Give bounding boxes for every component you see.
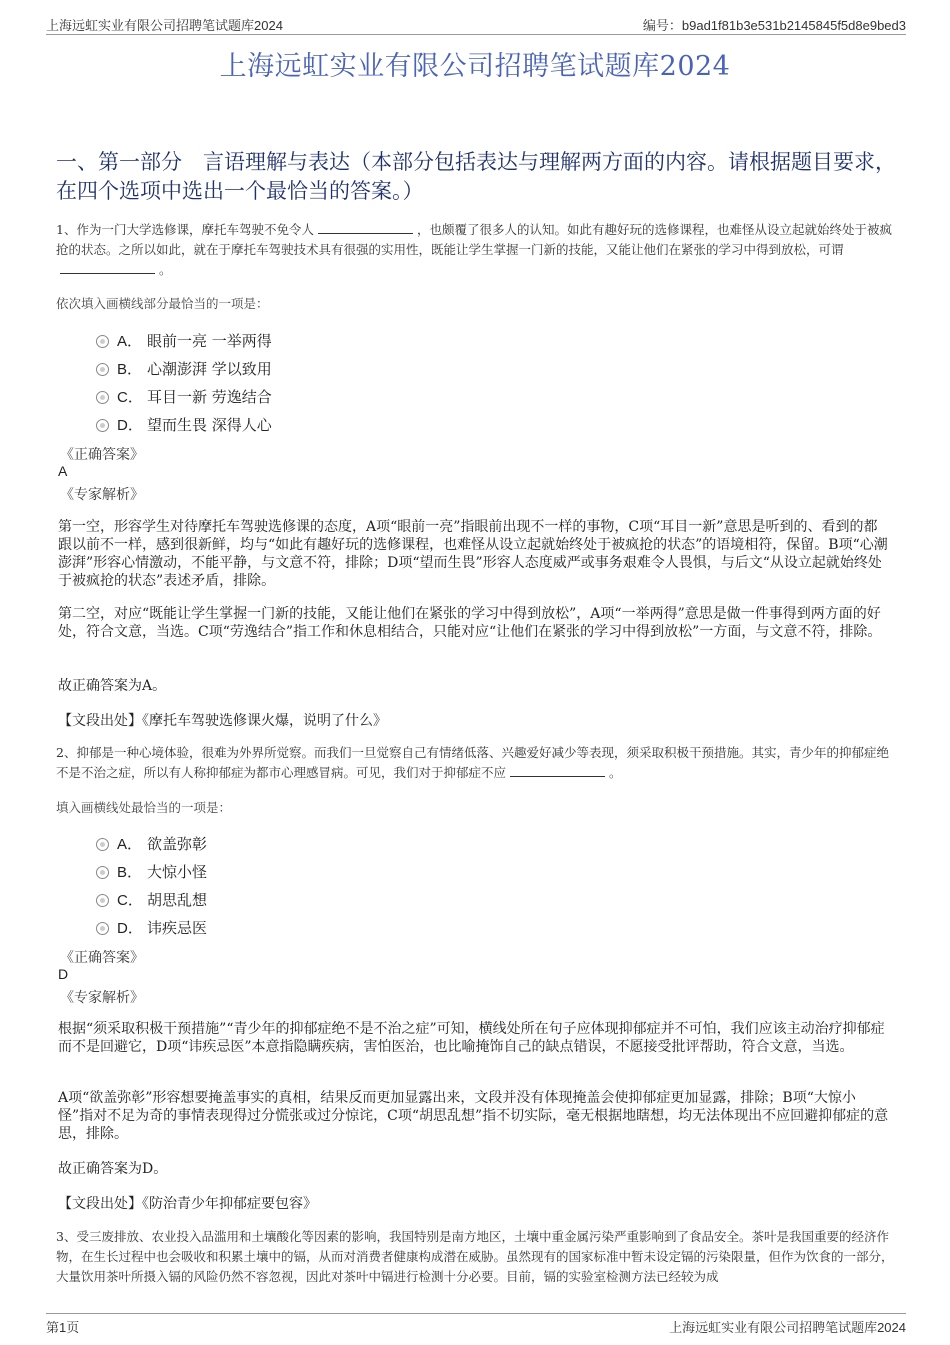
question-2-stem-part: 2、抑郁是一种心境体验，很难为外界所觉察。而我们一旦觉察自己有情绪低落、兴趣爱好减少等表现，须采取积极干预措施。其实，青少年的抑郁症绝不是不治之症，所以有人称抑郁症为都市心理感冒病。可见，我们对于抑郁症不应 [56, 745, 889, 780]
question-2-analysis-para-1: 根据“须采取积极干预措施”“青少年的抑郁症绝不是不治之症”可知，横线处所在句子应体现抑郁症并不可怕，我们应该主动治疗抑郁症而不是回避它，D项“讳疾忌医”本意指隐瞒疾病，害怕医治，也比喻掩饰自己的缺点错误，不愿接受批评帮助，符合文意，当选。 [58, 1021, 885, 1055]
option-key: C． [117, 389, 143, 406]
question-1-stem-part: 。 [159, 262, 172, 277]
question-1-answer: A [58, 463, 68, 479]
page-header [46, 12, 906, 35]
question-1-answer-label: 《正确答案》 [60, 447, 144, 463]
question-1-analysis-conclusion: 故正确答案为A。 [58, 678, 167, 694]
option-text: 大惊小怪 [147, 863, 208, 881]
question-2-instruction: 填入画横线处最恰当的一项是： [56, 800, 232, 815]
blank-line [510, 764, 605, 777]
radio-icon[interactable] [96, 866, 109, 879]
blank-line [60, 261, 155, 274]
option-text: 欲盖弥彰 [147, 835, 208, 853]
option-text: 眼前一亮 一举两得 [147, 332, 272, 350]
document-title: 上海远虹实业有限公司招聘笔试题库2024 [219, 51, 731, 82]
question-1-stem [56, 220, 896, 280]
question-2-answer-label: 《正确答案》 [60, 950, 144, 966]
page-number: 第1页 [46, 1320, 80, 1335]
section-heading: 一、第一部分 言语理解与表达（本部分包括表达与理解两方面的内容。请根据题目要求，在四个选项中选出一个最恰当的答案。） [56, 150, 896, 203]
question-2-option-a[interactable] [96, 833, 207, 855]
question-1-analysis-para-2: 第二空，对应“既能让学生掌握一门新的技能，又能让他们在紧张的学习中得到放松”，A项“一举两得”意思是做一件事得到两方面的好处，符合文意，当选。C项“劳逸结合”指工作和休息相结合，只能对应“让他们在紧张的学习中得到放松”一方面，与文意不符，排除。 [58, 606, 882, 640]
option-key: A． [117, 836, 143, 853]
radio-icon[interactable] [96, 335, 109, 348]
question-1-source: 【文段出处】《摩托车驾驶选修课火爆，说明了什么》 [58, 713, 387, 729]
question-1-instruction: 依次填入画横线部分最恰当的一项是： [56, 296, 269, 311]
header-doc-id: 编号：b9ad1f81b3e531b2145845f5d8e9bed3 [642, 18, 906, 33]
radio-icon[interactable] [96, 838, 109, 851]
question-2-option-b[interactable] [96, 861, 207, 883]
question-2-answer: D [58, 966, 69, 982]
question-2-analysis-label: 《专家解析》 [60, 990, 144, 1006]
question-2-option-d[interactable] [96, 917, 207, 939]
question-2-analysis-para-2: A项“欲盖弥彰”形容想要掩盖事实的真相，结果反而更加显露出来，文段并没有体现掩盖会使抑郁症更加显露，排除；B项“大惊小怪”指对不足为奇的事情表现得过分慌张或过分惊诧，C项“胡思乱想”指不切实际，毫无根据地瞎想，均无法体现出不应回避抑郁症的意思，排除。 [58, 1090, 889, 1142]
option-text: 心潮澎湃 学以致用 [147, 360, 272, 378]
radio-icon[interactable] [96, 363, 109, 376]
question-1-option-c[interactable] [96, 386, 272, 408]
radio-icon[interactable] [96, 894, 109, 907]
footer-doc-title: 上海远虹实业有限公司招聘笔试题库2024 [669, 1320, 906, 1335]
blank-line [318, 221, 413, 234]
question-3-stem: 3、受三废排放、农业投入品滥用和土壤酸化等因素的影响，我国特别是南方地区，土壤中重金属污染严重影响到了食品安全。茶叶是我国重要的经济作物，在生长过程中也会吸收和积累土壤中的镉，从而对消费者健康构成潜在威胁。虽然现有的国家标准中暂未设定镉的污染限量，但作为饮食的一部分，大量饮用茶叶所摄入镉的风险仍然不容忽视，因此对茶叶中镉进行检测十分必要。目前，镉的实验室检测方法已经较为成 [56, 1229, 894, 1284]
option-text: 望而生畏 深得人心 [147, 416, 272, 434]
question-1-stem-part: ，也颇覆了很多人的认知。如此有趣好玩的选修课程，也难怪从设立起就始终处于被疯抢的状态。之所以如此，就在于摩托车驾驶技术具有很强的实用性，既能让学生掌握一门新的技能，又能让他们在紧张的学习中得到放松，可谓 [56, 222, 892, 257]
question-1-analysis-para-1: 第一空，形容学生对待摩托车驾驶选修课的态度，A项“眼前一亮”指眼前出现不一样的事物，C项“耳目一新”意思是听到的、看到的都跟以前不一样，感到很新鲜，均与“如此有趣好玩的选修课程，也难怪从设立起就始终处于被疯抢的状态”的语境相符，保留。B项“心潮澎湃”形容心情激动，不能平静，与文意不符，排除；D项“望而生畏”形容人态度威严或事务艰难令人畏惧，与后文“从设立起就始终处于被疯抢的状态”表述矛盾，排除。 [58, 519, 888, 589]
option-key: D． [117, 920, 143, 937]
option-key: A． [117, 333, 143, 350]
option-text: 耳目一新 劳逸结合 [147, 388, 272, 406]
option-text: 胡思乱想 [147, 891, 208, 909]
question-1-option-b[interactable] [96, 358, 272, 380]
question-1-analysis-label: 《专家解析》 [60, 487, 144, 503]
option-key: B． [117, 361, 143, 378]
page-footer [46, 1313, 906, 1336]
option-text: 讳疾忌医 [147, 919, 208, 937]
question-2-stem [56, 743, 896, 783]
radio-icon[interactable] [96, 922, 109, 935]
question-1-stem-part: 1、作为一门大学选修课，摩托车驾驶不免令人 [56, 222, 314, 237]
question-2-stem-part: 。 [609, 765, 622, 780]
option-key: B． [117, 864, 143, 881]
radio-icon[interactable] [96, 419, 109, 432]
radio-icon[interactable] [96, 391, 109, 404]
header-doc-title: 上海远虹实业有限公司招聘笔试题库2024 [46, 18, 283, 33]
question-2-source: 【文段出处】《防治青少年抑郁症要包容》 [58, 1196, 317, 1212]
question-1-option-d[interactable] [96, 414, 272, 436]
option-key: D． [117, 417, 143, 434]
option-key: C． [117, 892, 143, 909]
question-2-option-c[interactable] [96, 889, 207, 911]
question-1-option-a[interactable] [96, 330, 272, 352]
question-2-analysis-conclusion: 故正确答案为D。 [58, 1161, 168, 1177]
